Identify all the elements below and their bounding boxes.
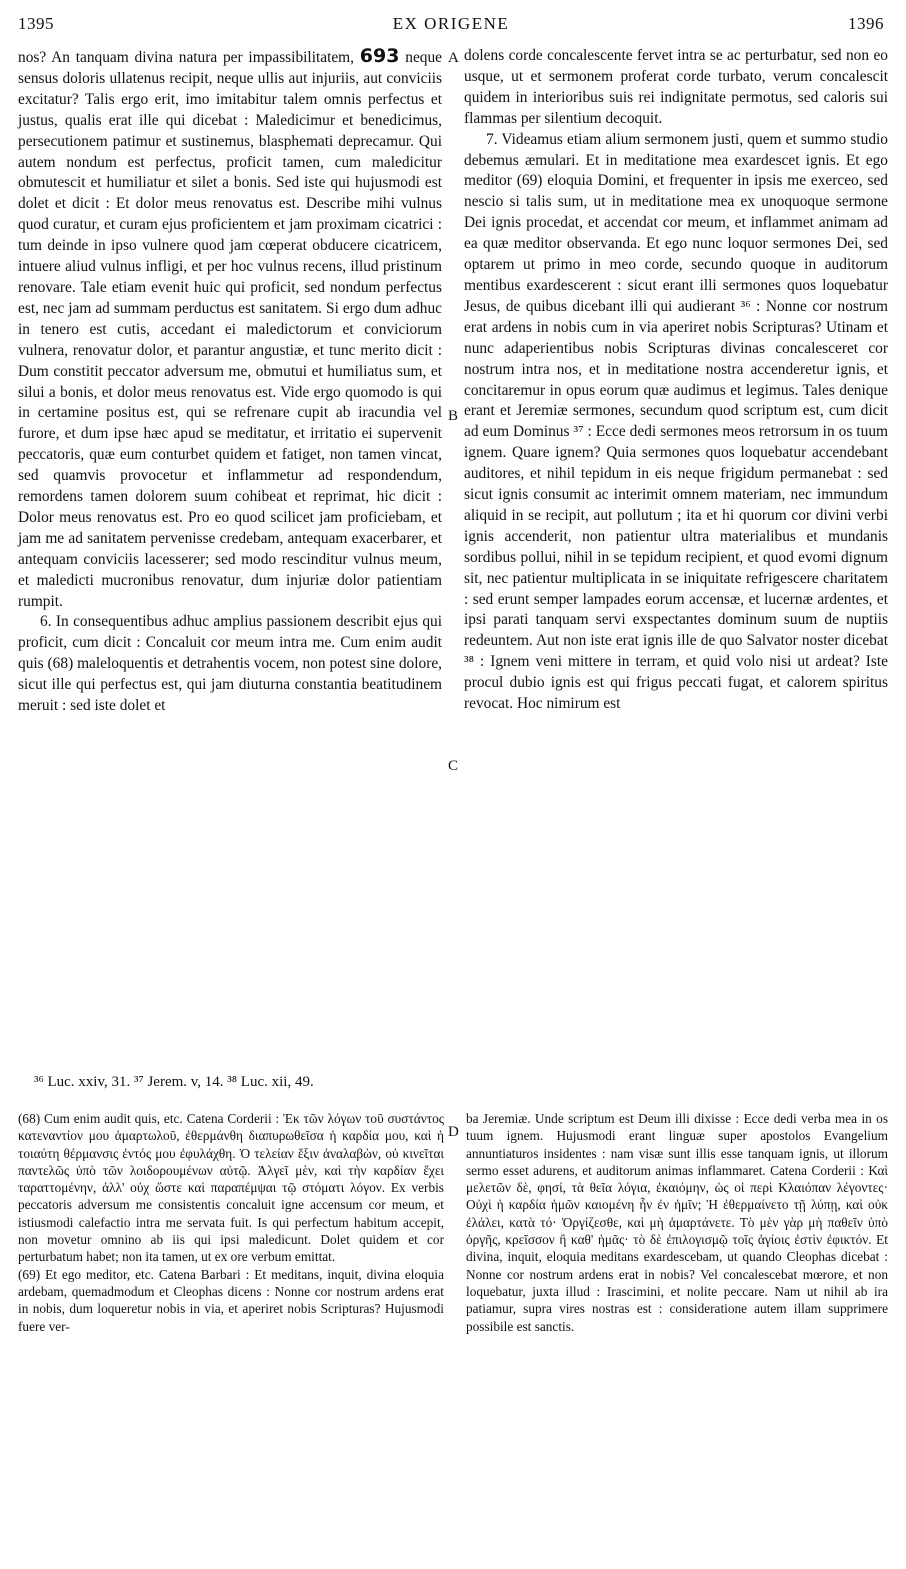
page-header <box>18 14 884 40</box>
page-mark-693: 693 <box>359 45 400 67</box>
running-title: EX ORIGENE <box>392 14 510 33</box>
left-paragraph-1 <box>18 46 442 612</box>
note-68: (68) Cum enim audit quis, etc. Catena Corderii : Ἐκ τῶν λόγων τοῦ συστάντος κατεναντίον μου ἁμαρτωλοῦ, ἐθερμάνθη διαπυρωθεῖσα ἡ καρδία μου, καὶ ἡ τοιαύτη θέρμανσις ἐντός μου ἐφυλάχθη. Ὁ τελείαν ἕξιν ἀναλαβὼν, οὐ κινεῖται παντελῶς ὑπὸ τῶν λοιδορουμένων αὐτῷ. Ἀλγεῖ μὲν, καὶ τὴν καρδίαν ἔχει ταραττομένην, ἀλλ' οὐχ ὥστε καὶ παραπέμψαι τῷ στόματι λόγον. Ex verbis peccatoris adversum me consistentis concaluit igne accensum cor meum, et istiusmodi calefactio intra me servata fuit. Is qui perfectum habitum accepit, non movetur omnino ab iis qui ipsi maledicunt. Dolet quidem et cor perturbatum habet; non ita tamen, ut ex ore verbum emittat. <box>18 1111 444 1265</box>
footnote-references: ³⁶ Luc. xxiv, 31. ³⁷ Jerem. v, 14. ³⁸ Luc. xii, 49. <box>34 1074 314 1090</box>
left-column <box>18 46 442 717</box>
margin-letter-c: C <box>448 758 459 774</box>
right-column <box>464 46 888 715</box>
page-number-right: 1396 <box>848 14 884 33</box>
margin-letter-b: B <box>448 408 459 424</box>
left-paragraph-1-rest: neque sensus doloris ullatenus recipit, neque ullis aut injuriis, aut conviciis excitatur? Talis ergo erit, imo imitabitur talem omnis perfectus et justus, qualis erat ille qui dicebat : Maledicimur et benedicimus, persecutionem patimur et sustinemus, blasphemati deprecamur. Qui autem nondum est perfectus, proficit tamen, cum maledicitur obmutescit et humiliatur et silet a bonis. Sed iste qui hujusmodi est dolet et dicit : Et dolor meus renovatus est. Describe mihi vulnus quod curatur, et curam ejus proficientem et jam proximam cicatrici : tum deinde in ipso vulnere quod jam cœperat obducere cicatricem, intuere aliud vulnus infligi, et per hoc vulnus recens, illud pristinum renovare. Tale etiam evenit huic qui proficit, sed nondum perfectus est, nec jam ad summam perductus est sanitatem. Si ergo dum adhuc in tenero est cutis, accedant ei maledictorum et conviciorum vulnera, renovatur dolor, et parantur angustiæ, et tunc merito dicit : Dum constitit peccator adversum me, obmutui et humiliatus sum, et silui a bonis, et dolor meus renovatus est. Vide ergo quomodo is qui in certamine positus est, qui se refrenare cupit ab iracundia vel furore, et dum ipse hæc apud se meditatur, et irritatio ei supervenit peccatoris, quæ eum conturbet quidem et fatiget, non tamen vincat, sed quamvis provocetur et inflammetur ad respondendum, remordens tamen dolorem suum cohibeat et reprimat, hic dicit : Dolor meus renovatus est. Pro eo quod scilicet jam proficiebam, et jam me ad sanitatem pervenisse credebam, antequam exacerbarer, et antequam conviciis lacesserer; sed modo rescinditur vulnus meum, et maledicti mucronibus renovatur, dum injuriæ dolor patientiam rumpit. <box>18 49 442 610</box>
right-paragraph-2: 7. Videamus etiam alium sermonem justi, quem et summo studio debemus æmulari. Et in meditatione mea exardescet ignis. Et ego meditor (69) eloquia Domini, et frequenter in ipsis me exerceo, sed nescio si talis sum, ut in meditatione mea ex unoquoque sermone Dei ignis procedat, et accendat cor meum, et inflammet animam ad ea quæ meditor observanda. Et ego nunc loquor sermones Dei, sed optarem ut primo in meo corde, secundo quoque in auditorum mentibus exardescerent : sicut erant illi sermones quos loquebatur Jesus, de quibus dicebant illi qui audierant ³⁶ : Nonne cor nostrum erat ardens in nobis cum in via aperiret nobis Scripturas? Utinam et nunc adaperientibus nobis Scripturas divinas concalesceret cor nostrum intra nos, et in meditatione nostra accenderetur ignis, et concitaremur in opus eorum quæ audimus et legimus. Tales denique erant et Jeremiæ sermones, secundum quod scriptum est, cum dicit ad eum Dominus ³⁷ : Ecce dedi sermones meos retrorsum in os tuum ignem. Quare ignem? Quia sermones quos loquebatur accendebant auditores, et nihil tepidum in eis neque frigidum permanebat : sed sicut ignis consumit ac interimit omnem materiam, nec immundum aliquid in se recipit, aut pollutum ; ita et hi quorum cor divini verbi ignis accenderit, non patientur ultra materialibus et mundanis sordibus pollui, nihil in se tepidum recipient, et quod evomi dignum sit, nec patientur multiplicata in se iniquitate refrigescere charitatem : sed erunt semper lampades eorum accensæ, et lucernæ ardentes, et ipsi parati tanquam servi exspectantes dominum suum de nuptiis redeuntem. Aut non iste erat ignis ille de quo Salvator noster dicebat ³⁸ : Ignem veni mittere in terram, et quid volo nisi ut ardeat? Iste procul dubio ignis est qui frigus peccati fugat, et calorem spiritus revocat. Hoc nimirum est <box>464 130 888 713</box>
note-69-continued: ba Jeremiæ. Unde scriptum est Deum illi dixisse : Ecce dedi verba mea in os tuum ignem. Hujusmodi erant linguæ super apostolos Evangelium annuntiaturos insidentes : nam visæ sunt illis esse tanquam ignis, ut illorum sermo esset adurens, et auditorum animas inflammaret. Catena Corderii : Καὶ μελετῶν δὲ, φησί, τὰ θεῖα λόγια, ἐκαιόμην, ὡς οἱ περὶ Κλαιόπαν λέγοντες· Οὐχὶ ἡ καρδία ἡμῶν καιομένη ἦν ἐν ἡμῖν; Ἡ ἐθερμαίνετο τῇ λύπῃ, καὶ οὐκ ἐλάλει, κατὰ τό· Ὀργίζεσθε, καὶ μὴ ἁμαρτάνετε. Τὸ μὲν γὰρ μὴ παθεῖν ὑπὸ ὀργῆς, κρεῖσσον ἢ καθ' ἡμᾶς· τὸ δὲ ἐπιλογισμῷ τοῖς ἁγίοις ἐστὶν ἐφικτόν. Et divina, inquit, eloquia meditans exardescebam, ut quando Cleophas dicebat : Nonne cor nostrum ardens erat in nobis? Vel concalescebat mœrore, et non loquebatur, juxta illud : Irascimini, et nolite peccare. Nam ut nihil ab ira patiamur, supra vires nostras est : consideratione autem illam supprimere possibile est sanctis. <box>466 1111 888 1334</box>
page-number-left: 1395 <box>18 14 54 33</box>
note-69: (69) Et ego meditor, etc. Catena Barbari : Et meditans, inquit, divina eloquia ardebam, quemadmodum et Cleophas dicens : Nonne cor nostrum ardens erat in nobis, dum loqueretur nobis in via, et aperiret nobis Scripturas? Hujusmodi fuere ver- <box>18 1266 444 1334</box>
left-paragraph-2: 6. In consequentibus adhuc amplius passionem describit ejus qui proficit, cum dicit : Concaluit cor meum intra me. Cum enim audit quis (68) maleloquentis et detrahentis vocem, non potest sine dolore, sicut ille qui perfectus est, qui jam diuturna constantia beatitudinem meruit : sed iste dolet et <box>18 613 442 715</box>
notes-right-column <box>466 1110 888 1335</box>
margin-letter-d: D <box>448 1124 459 1140</box>
right-paragraph-1: dolens corde concalescente fervet intra se ac perturbatur, sed non eo usque, ut et sermonem proferat corde turbato, verum concalescit quidem in interioribus suis rei indignitate permotus, sed caloris sui flammas per silentium decoquit. <box>464 47 888 127</box>
margin-letter-a: A <box>448 50 459 66</box>
left-paragraph-1-start: nos? An tanquam divina natura per impassibilitatem, <box>18 49 360 66</box>
notes-left-column <box>18 1110 444 1335</box>
